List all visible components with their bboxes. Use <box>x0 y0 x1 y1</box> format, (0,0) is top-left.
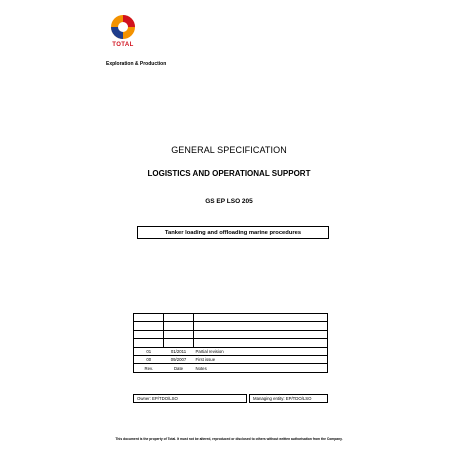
rev-header: Rev. <box>134 364 164 372</box>
total-logo-icon <box>110 14 136 40</box>
date-cell <box>164 330 194 338</box>
notes-cell <box>194 339 328 347</box>
date-cell <box>164 339 194 347</box>
rev-cell <box>134 330 164 338</box>
owner-text: Owner: EP/TDO/LSO <box>137 396 178 401</box>
table-header-row <box>134 364 328 372</box>
notes-cell: First issue <box>194 355 328 363</box>
owner-cell <box>133 394 247 403</box>
rev-cell <box>134 339 164 347</box>
division-label: Exploration & Production <box>106 61 167 67</box>
date-cell <box>164 322 194 330</box>
table-row <box>134 355 328 363</box>
spec-code: GS EP LSO 205 <box>205 198 253 205</box>
table-row <box>134 314 328 322</box>
managing-entity-cell <box>249 394 328 403</box>
notes-cell <box>194 322 328 330</box>
date-cell <box>164 314 194 322</box>
table-row <box>134 347 328 355</box>
table-row <box>134 339 328 347</box>
notes-cell <box>194 330 328 338</box>
notes-cell <box>194 314 328 322</box>
ownership-row <box>133 394 328 403</box>
notes-cell: Partial revision <box>194 347 328 355</box>
brand-name: TOTAL <box>112 42 134 48</box>
date-header: Date <box>164 364 194 372</box>
table-row <box>134 322 328 330</box>
rev-cell <box>134 314 164 322</box>
revision-table <box>133 313 328 373</box>
document-title: Tanker loading and offloading marine procedures <box>164 229 302 236</box>
rev-cell <box>134 322 164 330</box>
notes-header: Notes <box>194 364 328 372</box>
confidentiality-notice: This document is the property of Total. It must not be altered, reproduced or disclosed to others without written authorisation from the Company. <box>115 437 343 441</box>
spec-title: LOGISTICS AND OPERATIONAL SUPPORT <box>147 169 311 178</box>
spec-type: GENERAL SPECIFICATION <box>171 145 287 155</box>
table-row <box>134 330 328 338</box>
document-title-box <box>137 226 329 239</box>
managing-entity-text: Managing entity: EP/TDO/LSO <box>253 396 312 401</box>
rev-cell: 01 <box>134 347 164 355</box>
date-cell: 01/2011 <box>164 347 194 355</box>
date-cell: 09/2007 <box>164 355 194 363</box>
rev-cell: 00 <box>134 355 164 363</box>
